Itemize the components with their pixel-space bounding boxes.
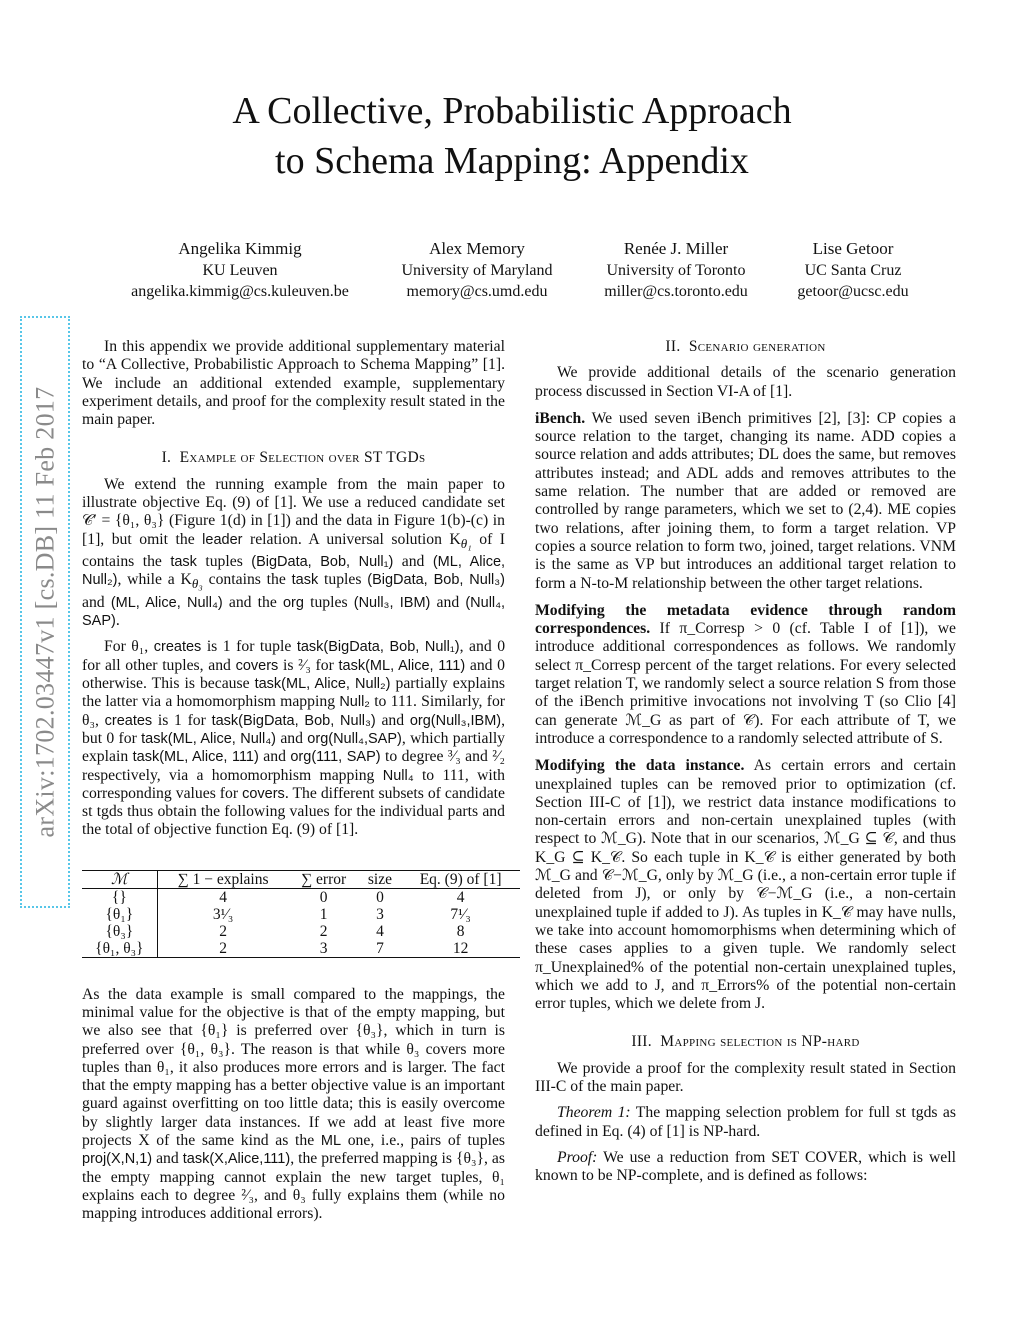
arxiv-stamp	[20, 316, 70, 908]
section-number: II.	[665, 338, 681, 355]
title-line-1: A Collective, Probabilistic Approach	[232, 90, 792, 132]
author-4	[723, 238, 983, 303]
author-name: Renée J. Miller	[623, 239, 729, 258]
title-line-2: to Schema Mapping: Appendix	[275, 140, 749, 182]
ibench-paragraph: iBench. We used seven iBench primitives [2], [3]: CP copies a source relation to the target, changing its name. ADD copies a source relation and adds attributes; DL does the same, but removes attributes instead; and ADL adds and removes attributes to the same relation. The number that are added or removed are controlled by range parameters, which we set to (2,4). ME copies two relations, after joining them, to form a target relation. VP copies a source relation to form two, joined, target relations. VNM is the same as VP but introduces an additional target relation to form a N-to-M relationship between the other target relations.	[535, 409, 957, 592]
author-name: Alex Memory	[429, 239, 525, 258]
table-header: ∑ error	[301, 870, 347, 888]
example-paragraph-3: As the data example is small compared to the mappings, the minimal value for the objective is that of the empty mapping, but we also see that {θ₁} is preferred over {θ₃}, which in turn is preferred over {θ₁, θ₃}. The reason is that while θ₃ covers more tuples than θ₁, it also produces more errors and is larger. The fact that the empty mapping has a better objective value is an important guard against overfitting on too little data; this is easily overcome by slightly larger data instances. If we add at least five more projects X of the same kind as the ML one, i.e., pairs of tuples proj(X,N,1) and task(X,Alice,111), the preferred mapping is {θ₃}, as the empty mapping cannot explain the new target tuples, θ₁ explains each to degree ²⁄₃, and θ₃ fully explains them (while no mapping introduces additional errors).	[82, 985, 506, 1223]
table-header-row	[82, 870, 520, 888]
table-header: ℳ	[82, 870, 157, 888]
section-2-heading	[535, 338, 956, 356]
example-paragraph-1: We extend the running example from the main paper to illustrate objective Eq. (9) of [1]. We use a reduced candidate set 𝒞′ = {θ₁, θ₃} (Figure 1(d) in [1]) and the data in Figure 1(b)-(c) in [1], but omit the leader relation. A universal solution $K_{\theta_1}$ of I contains the task tuples (BigData, Bob, Null₁) and (ML, Alice, Null₂), while a $K_{\theta_3}$ contains the task tuples (BigData, Bob, Null₃) and (ML, Alice, Null₄) and the org tuples (Null₃, IBM) and (Null₄, SAP).	[82, 475, 506, 630]
author-block	[0, 238, 1024, 308]
table-row: {θ₃} 2 2 4 8	[82, 923, 520, 940]
table-header: Eq. (9) of [1]	[419, 870, 502, 888]
section-3-heading	[535, 1033, 956, 1051]
section-title: Mapping selection is NP-hard	[660, 1033, 860, 1051]
proof: Proof: We use a reduction from SET COVER, which is well known to be NP-complete, and is defined as follows:	[535, 1148, 956, 1185]
table-header: ∑ 1 − explains	[177, 870, 269, 888]
theorem-1: Theorem 1: The mapping selection problem for full st tgds as defined in Eq. (4) of [1] is NP-hard.	[535, 1104, 956, 1140]
table-row: {θ₁, θ₃} 2 3 7 12	[82, 940, 520, 958]
author-affiliation: KU Leuven	[202, 261, 278, 279]
author-email: angelika.kimmig@cs.kuleuven.be	[131, 283, 349, 300]
table-row: {θ₁} 3¹⁄₃ 1 3 7¹⁄₃	[82, 906, 520, 923]
scenario-intro: We provide additional details of the scenario generation process discussed in Section VI-A of [1].	[535, 364, 956, 400]
author-name: Angelika Kimmig	[178, 239, 302, 258]
metadata-paragraph: Modifying the metadata evidence through random correspondences. If π_Corresp > 0 (cf. Table I of [1]), we introduce additional correspondences as follows. We randomly select π_Corresp percent of the target relations. For every selected target relation T, we randomly select a source relation S from those of the iBench primitive invocations not involving T (so Clio [4] can generate ℳ_G as part of 𝒞). For each attribute of T, we introduce a correspondence to a randomly selected attribute of S.	[535, 601, 956, 747]
paper-title	[0, 86, 1024, 186]
arxiv-stamp-text: arXiv:1702.03447v1 [cs.DB] 11 Feb 2017	[30, 386, 60, 838]
author-email: memory@cs.umd.edu	[406, 283, 548, 300]
author-affiliation: University of Maryland	[401, 261, 553, 279]
section-title: Example of Selection over ST TGDs	[179, 449, 426, 467]
section-title: Scenario generation	[688, 338, 826, 355]
author-1	[110, 238, 370, 303]
section-number: I.	[161, 449, 172, 467]
example-paragraph-2: For θ₁, creates is 1 for tuple task(BigData, Bob, Null₁), and 0 for all other tuples, and covers is ²⁄₃ for task(ML, Alice, 111) and 0 otherwise. This is because task(ML, Alice, Null₂) partially explains the latter via a homomorphism mapping Null₂ to 111. Similarly, for θ₃, creates is 1 for task(BigData, Bob, Null₃) and org(Null₃,IBM), but 0 for task(ML, Alice, Null₄) and org(Null₄,SAP), which partially explain task(ML, Alice, 111) and org(111, SAP) to degree ³⁄₃ and ²⁄₂ respectively, via a homomorphism mapping Null₄ to 111, with corresponding values for covers. The different subsets of candidate st tgds thus obtain the following values for the individual parts and the total of objective function Eq. (9) of [1].	[82, 638, 506, 839]
np-hard-intro: We provide a proof for the complexity result stated in Section III-C of the main paper.	[535, 1059, 956, 1095]
author-affiliation: UC Santa Cruz	[804, 261, 902, 279]
data-instance-paragraph: Modifying the data instance. As certain errors and certain unexplained tuples can be removed prior to optimization (cf. Section III-C of [1]), we restrict data instance modifications to non-certain errors and non-certain unexplained tuples (with respect to ℳ_G). Note that in our scenarios, ℳ_G ⊆ 𝒞, and thus K_G ⊆ K_𝒞. So each tuple in K_𝒞 is either generated by both ℳ_G and 𝒞−ℳ_G, only by ℳ_G (i.e., a non-certain error tuple if deleted from J), or only by 𝒞−ℳ_G (i.e., a non-certain unexplained tuple if added to J). As tuples in K_𝒞 may have nulls, we take into account homomorphisms when determining which of these cases applies to a given tuple. We randomly select π_Unexplained% of the potential non-certain unexplained tuples, which we add to J, and π_Errors% of the potential non-certain error tuples, which we delete from J.	[535, 757, 957, 1013]
author-email: miller@cs.toronto.edu	[604, 283, 748, 300]
objective-table	[82, 870, 520, 958]
section-1-heading	[82, 449, 505, 467]
intro-paragraph: In this appendix we provide additional supplementary material to “A Collective, Probabilistic Approach to Schema Mapping” [1]. We include an additional extended example, supplementary experiment details, and proof for the complexity result stated in the main paper.	[82, 338, 505, 429]
author-affiliation: University of Toronto	[606, 261, 746, 279]
section-number: III.	[631, 1033, 652, 1051]
author-email: getoor@ucsc.edu	[797, 283, 909, 300]
right-column	[535, 338, 956, 1185]
left-column	[82, 338, 505, 1224]
author-name: Lise Getoor	[812, 239, 894, 258]
table-header: size	[367, 870, 392, 888]
table-row: {} 4 0 0 4	[82, 888, 520, 906]
